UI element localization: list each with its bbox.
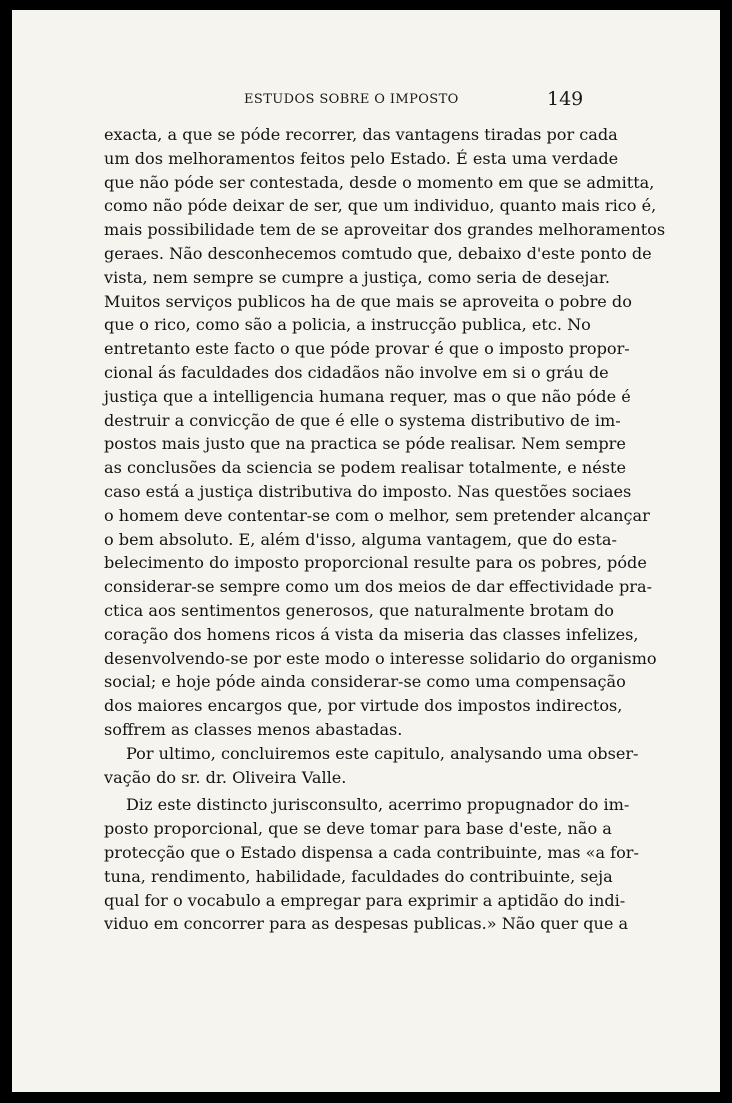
- text-line: mais possibilidade tem de se aproveitar dos grandes melhoramentos: [104, 220, 666, 240]
- text-line: cional ás faculdades dos cidadãos não involve em si o gráu de: [104, 362, 609, 382]
- text-line: social; e hoje póde ainda considerar-se como uma compensação: [104, 672, 626, 692]
- text-line: vação do sr. dr. Oliveira Valle.: [104, 767, 347, 787]
- text-line: um dos melhoramentos feitos pelo Estado. É esta uma verdade: [104, 148, 619, 168]
- text-line: tuna, rendimento, habilidade, faculdades do contribuinte, seja: [104, 866, 613, 886]
- text-line: caso está a justiça distributiva do imposto. Nas questões sociaes: [104, 481, 632, 501]
- text-line: entretanto este facto o que póde provar é que o imposto propor-: [104, 339, 630, 359]
- text-line: como não póde deixar de ser, que um individuo, quanto mais rico é,: [104, 196, 657, 216]
- text-line: que não póde ser contestada, desde o momento em que se admitta,: [104, 172, 655, 192]
- text-line: coração dos homens ricos á vista da miseria das classes infelizes,: [104, 624, 639, 644]
- text-line: qual for o vocabulo a empregar para exprimir a aptidão do indi-: [104, 890, 626, 910]
- text-line: considerar-se sempre como um dos meios de dar effectividade pra-: [104, 577, 653, 597]
- paragraph: [104, 793, 639, 936]
- text-line: desenvolvendo-se por este modo o interesse solidario do organismo: [104, 648, 657, 668]
- text-line: postos mais justo que na practica se póde realisar. Nem sempre: [104, 434, 626, 454]
- text-line: o bem absoluto. E, além d'isso, alguma vantagem, que do esta-: [104, 529, 617, 549]
- text-line: protecção que o Estado dispensa a cada contribuinte, mas «a for-: [104, 842, 639, 862]
- page-number: 149: [547, 88, 584, 110]
- text-line: exacta, a que se póde recorrer, das vantagens tiradas por cada: [104, 125, 618, 144]
- text-line: Diz este distincto jurisconsulto, acerrimo propugnador do im-: [126, 795, 630, 815]
- page-header: [12, 88, 720, 114]
- text-line: Por ultimo, concluiremos este capitulo, analysando uma obser-: [126, 743, 639, 763]
- text-line: geraes. Não desconhecemos comtudo que, debaixo d'este ponto de: [104, 243, 652, 263]
- text-line: Muitos serviços publicos ha de que mais se aproveita o pobre do: [104, 291, 632, 311]
- text-line: soffrem as classes menos abastadas.: [104, 719, 403, 739]
- book-page: [12, 10, 720, 1092]
- text-line: destruir a convicção de que é elle o systema distributivo de im-: [104, 410, 621, 430]
- text-line: belecimento do imposto proporcional resulte para os pobres, póde: [104, 553, 647, 573]
- running-title: ESTUDOS SOBRE O IMPOSTO: [244, 92, 459, 107]
- paragraph: [104, 742, 639, 790]
- body-text: [104, 123, 666, 936]
- text-line: justiça que a intelligencia humana requer, mas o que não póde é: [104, 386, 631, 406]
- text-line: dos maiores encargos que, por virtude dos impostos indirectos,: [104, 696, 623, 716]
- text-line: que o rico, como são a policia, a instrucção publica, etc. No: [104, 315, 591, 335]
- text-line: vista, nem sempre se cumpre a justiça, como seria de desejar.: [104, 267, 610, 287]
- text-line: posto proporcional, que se deve tomar para base d'este, não a: [104, 819, 612, 839]
- text-line: viduo em concorrer para as despesas publicas.» Não quer que a: [104, 914, 629, 934]
- text-line: o homem deve contentar-se com o melhor, sem pretender alcançar: [104, 505, 650, 525]
- text-line: ctica aos sentimentos generosos, que naturalmente brotam do: [104, 600, 614, 620]
- paragraph: [104, 123, 666, 742]
- text-line: as conclusões da sciencia se podem realisar totalmente, e néste: [104, 458, 626, 478]
